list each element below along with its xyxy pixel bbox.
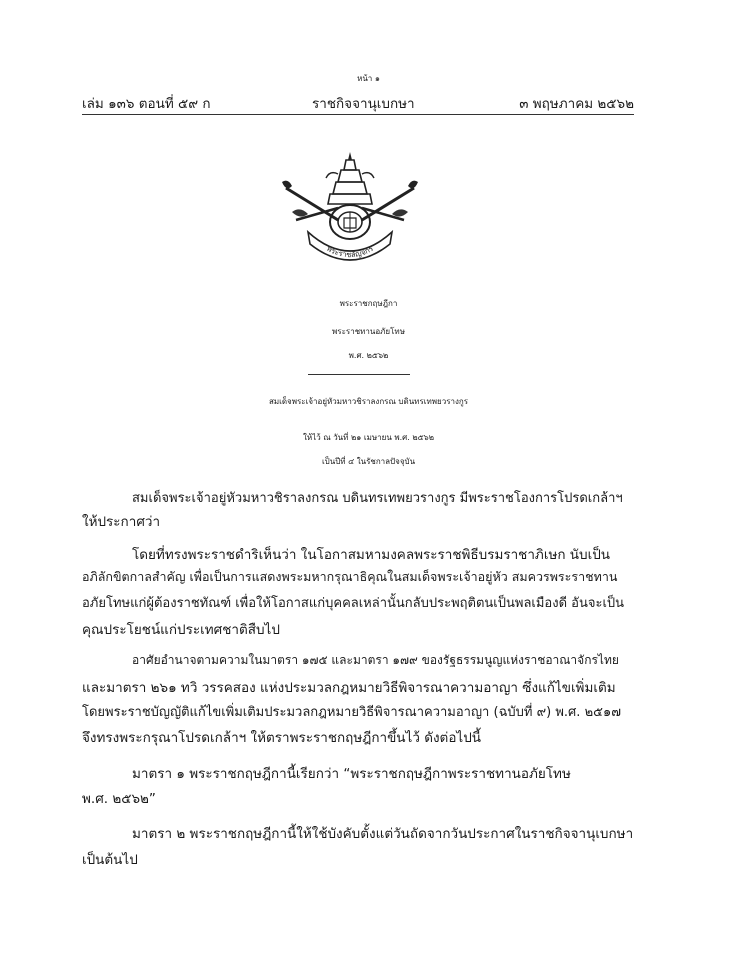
king-name: สมเด็จพระเจ้าอยู่หัวมหาวชิราลงกรณ บดินทรเทพยวรางกูร [268,397,469,406]
paragraph-2-line-4: คุณประโยชน์แก่ประเทศชาติสืบไป [82,622,280,638]
volume-number: เล่ม ๑๓๖ ตอนที่ ๕๙ ก [82,96,211,112]
section-2-line-2: เป็นต้นไป [82,852,138,868]
paragraph-2-line-1: โดยที่ทรงพระราชดำริเห็นว่า ในโอกาสมหามงคลพระราชพิธีบรมราชาภิเษก นับเป็น [132,547,611,563]
paragraph-3-line-4: จึงทรงพระกรุณาโปรดเกล้าฯ ให้ตราพระราชกฤษฎีกาขึ้นไว้ ดังต่อไปนี้ [82,730,482,746]
reign-year: เป็นปีที่ ๔ ในรัชกาลปัจจุบัน [321,457,416,466]
paragraph-1-line-1: สมเด็จพระเจ้าอยู่หัวมหาวชิราลงกรณ บดินทรเทพยวรางกูร มีพระราชโองการโปรดเกล้าฯ [132,491,623,506]
royal-emblem-icon [278,148,422,266]
decree-year: พ.ศ. ๒๕๖๒ [348,351,389,360]
gazette-name: ราชกิจจานุเบกษา [312,96,415,112]
paragraph-2-line-3: อภัยโทษแก่ผู้ต้องราชทัณฑ์ เพื่อให้โอกาสแก่บุคคลเหล่านั้นกลับประพฤติตนเป็นพลเมืองดี อันจะเป็น [82,596,625,611]
section-1-line-1: มาตรา ๑ พระราชกฤษฎีกานี้เรียกว่า “พระราชกฤษฎีกาพระราชทานอภัยโทษ [132,766,571,782]
paragraph-1-line-2: ให้ประกาศว่า [82,514,161,530]
section-2-line-1: มาตรา ๒ พระราชกฤษฎีกานี้ให้ใช้บังคับตั้งแต่วันถัดจากวันประกาศในราชกิจจานุเบกษา [132,826,634,842]
title-rule [308,374,410,375]
paragraph-3-line-2: และมาตรา ๒๖๑ ทวิ วรรคสอง แห่งประมวลกฎหมายวิธีพิจารณาความอาญา ซึ่งแก้ไขเพิ่มเติม [82,680,616,696]
decree-subtitle: พระราชทานอภัยโทษ [332,327,405,336]
page-number: หน้า ๑ [357,74,380,83]
publish-date: ๓ พฤษภาคม ๒๕๖๒ [519,96,634,112]
decree-title: พระราชกฤษฎีกา [339,299,398,308]
given-date: ให้ไว้ ณ วันที่ ๒๑ เมษายน พ.ศ. ๒๕๖๒ [302,433,434,442]
header-rule [82,114,634,115]
section-1-line-2: พ.ศ. ๒๕๖๒” [82,791,156,807]
paragraph-3-line-1: อาศัยอำนาจตามความในมาตรา ๑๗๕ และมาตรา ๑๗๙ ของรัฐธรรมนูญแห่งราชอาณาจักรไทย [132,653,619,667]
emblem-motto: พระราชลัญจกร [325,243,375,260]
paragraph-2-line-2: อภิลักขิตกาลสำคัญ เพื่อเป็นการแสดงพระมหากรุณาธิคุณในสมเด็จพระเจ้าอยู่หัว สมควรพระราชทาน [82,569,618,584]
paragraph-3-line-3: โดยพระราชบัญญัติแก้ไขเพิ่มเติมประมวลกฎหมายวิธีพิจารณาความอาญา (ฉบับที่ ๙) พ.ศ. ๒๕๑๗ [82,705,622,720]
